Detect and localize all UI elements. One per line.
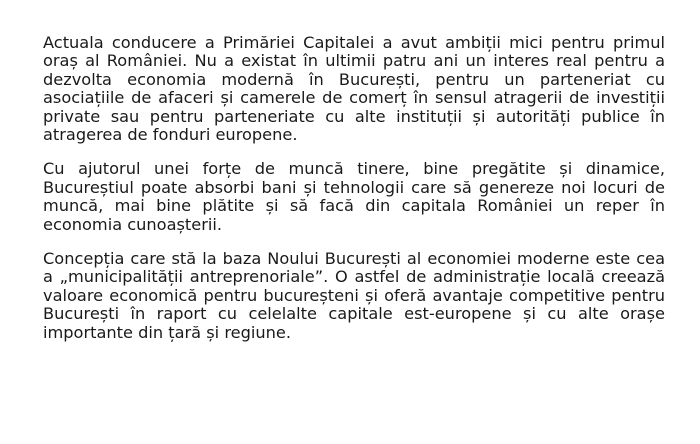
document-body — [43, 34, 665, 358]
paragraph-3: Concepția care stă la baza Noului București al economiei moderne este cea a „municipalității antreprenoriale”. O astfel de administrație locală creează valoare economică pentru bucureșteni și oferă avantaje competitive pentru București în raport cu celelalte capitale est-europene și cu alte orașe importante din țară și regiune. — [43, 249, 665, 342]
paragraph-2: Cu ajutorul unei forțe de muncă tinere, bine pregătite și dinamice, Bucureștiul poate absorbi bani și tehnologii care să genereze noi locuri de muncă, mai bine plătite și să facă din capitala României un reper în economia cunoașterii. — [43, 159, 665, 234]
paragraph-1: Actuala conducere a Primăriei Capitalei a avut ambiții mici pentru primul oraș al României. Nu a existat în ultimii patru ani un interes real pentru a dezvolta economia modernă în București, pentru un parteneriat cu asociațiile de afaceri și camerele de comerț în sensul atragerii de investiții private sau pentru parteneriate cu alte instituții și autorități publice în atragerea de fonduri europene. — [43, 33, 665, 145]
